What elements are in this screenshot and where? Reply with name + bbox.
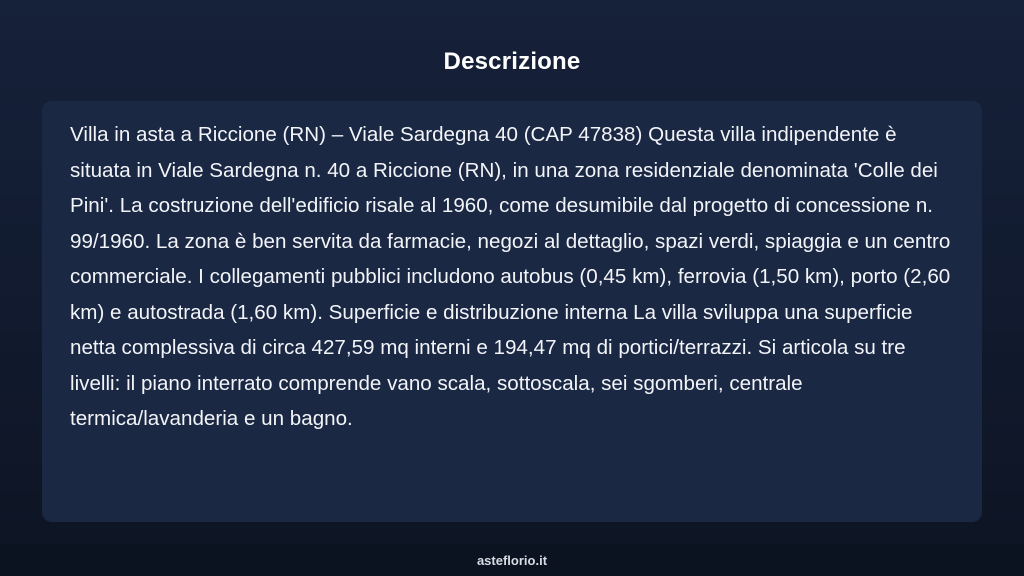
footer: [0, 544, 1024, 576]
footer-site-label: asteflorio.it: [476, 552, 548, 568]
description-card: [42, 101, 982, 522]
page-title: Descrizione: [443, 48, 581, 75]
description-text: Villa in asta a Riccione (RN) – Viale Sardegna 40 (CAP 47838) Questa villa indipendente è situata in Viale Sardegna n. 40 a Riccione (RN), in una zona residenziale denominata 'Colle dei Pini'. La costruzione dell'edificio risale al 1960, come desumibile dal progetto di concessione n. 99/1960. La zona è ben servita da farmacie, negozi al dettaglio, spazi verdi, spiaggia e un centro commerciale. I collegamenti pubblici includono autobus (0,45 km), ferrovia (1,50 km), porto (2,60 km) e autostrada (1,60 km). Superficie e distribuzione interna La villa sviluppa una superficie netta complessiva di circa 427,59 mq interni e 194,47 mq di portici/terrazzi. Si articola su tre livelli: il piano interrato comprende vano scala, sottoscala, sei sgomberi, centrale termica/lavanderia e un bagno.: [70, 123, 951, 430]
